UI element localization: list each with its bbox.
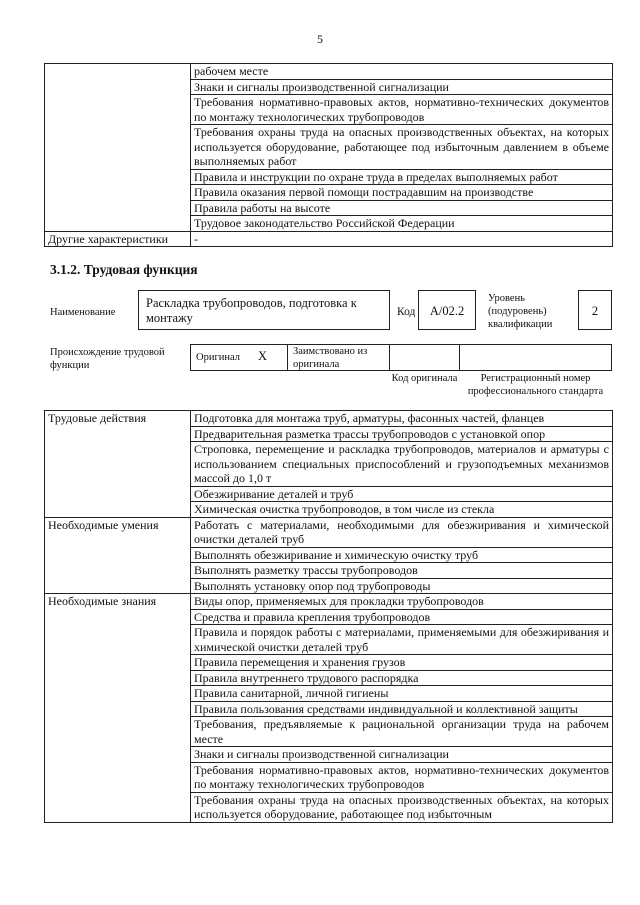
item-cell: Выполнять установку опор под трубопроводы [191,578,613,594]
name-label: Наименование [50,307,116,318]
item-cell: Средства и правила крепления трубопроводов [191,609,613,625]
labor-function-table [44,410,613,823]
section-heading: 3.1.2. Трудовая функция [50,262,198,277]
item-cell: Выполнять обезжиривание и химическую очистку труб [191,547,613,563]
requirement-cell: Знаки и сигналы производственной сигнализации [191,79,613,95]
reg-number-cell [459,344,612,371]
item-cell: Требования нормативно-правовых актов, нормативно-технических документов по монтажу технологических трубопроводов [191,762,613,792]
item-cell: Правила пользования средствами индивидуальной и коллективной защиты [191,701,613,717]
requirement-cell: Правила работы на высоте [191,200,613,216]
function-name: Раскладка трубопроводов, подготовка к монтажу [146,296,357,325]
code-caption: Код оригинала [391,373,458,384]
group-label: Необходимые умения [45,517,191,594]
item-cell: Знаки и сигналы производственной сигнализации [191,747,613,763]
group-label: Трудовые действия [45,411,191,518]
item-cell: Правила санитарной, личной гигиены [191,686,613,702]
item-cell: Требования охраны труда на опасных производственных объектах, на которых используется оборудование, работающее под избыточным [191,792,613,822]
original-label: Оригинал [196,352,240,363]
original-mark: X [258,349,268,363]
item-cell: Химическая очистка трубопроводов, в том числе из стекла [191,502,613,518]
group-label: Необходимые знания [45,594,191,823]
requirement-cell: Правила и инструкции по охране труда в пределах выполняемых работ [191,169,613,185]
other-characteristics-label: Другие характеристики [45,231,191,247]
other-characteristics-value: - [191,231,613,247]
function-code: A/02.2 [429,304,465,318]
item-cell: Требования, предъявляемые к рациональной организации труда на рабочем месте [191,717,613,747]
item-cell: Работать с материалами, необходимыми для обезжиривания и химической очистки деталей труб [191,517,613,547]
table-row [45,231,613,247]
item-cell: Правила внутреннего трудового распорядка [191,670,613,686]
requirement-cell: Правила оказания первой помощи пострадавшим на производстве [191,185,613,201]
item-cell: Виды опор, применяемых для прокладки трубопроводов [191,594,613,610]
requirement-cell: рабочем месте [191,64,613,80]
row-group-label [45,64,191,232]
level-label: Уровень (подуровень) квалификации [488,293,553,330]
table-row [45,594,613,610]
requirements-table-continued [44,63,613,247]
item-cell: Правила и порядок работы с материалами, применяемыми для обезжиривания и химической очистки деталей труб [191,625,613,655]
page-number: 5 [317,32,323,46]
requirement-cell: Требования охраны труда на опасных производственных объектах, на которых используется оборудование, работающее под избыточным давлением в объеме выполняемых работ [191,125,613,170]
item-cell: Предварительная разметка трассы трубопроводов с установкой опор [191,426,613,442]
origin-label: Происхождение трудовой функции [50,347,165,371]
item-cell: Выполнять разметку трассы трубопроводов [191,563,613,579]
item-cell: Строповка, перемещение и раскладка трубопроводов, материалов и арматуры с использованием специальных приспособлений и грузоподъемных механизмов массой до 1,0 т [191,442,613,487]
table-row [45,517,613,547]
original-code-cell [389,344,460,371]
borrowed-label: Заимствовано из оригинала [293,346,368,370]
table-row [45,64,613,80]
item-cell: Обезжиривание деталей и труб [191,486,613,502]
qualification-level: 2 [591,304,599,318]
requirement-cell: Трудовое законодательство Российской Федерации [191,216,613,232]
item-cell: Подготовка для монтажа труб, арматуры, фасонных частей, фланцев [191,411,613,427]
table-row [45,411,613,427]
item-cell: Правила перемещения и хранения грузов [191,655,613,671]
reg-caption: Регистрационный номер профессионального стандарта [467,373,604,397]
code-label: Код [397,306,416,318]
requirement-cell: Требования нормативно-правовых актов, нормативно-технических документов по монтажу технологических трубопроводов [191,95,613,125]
